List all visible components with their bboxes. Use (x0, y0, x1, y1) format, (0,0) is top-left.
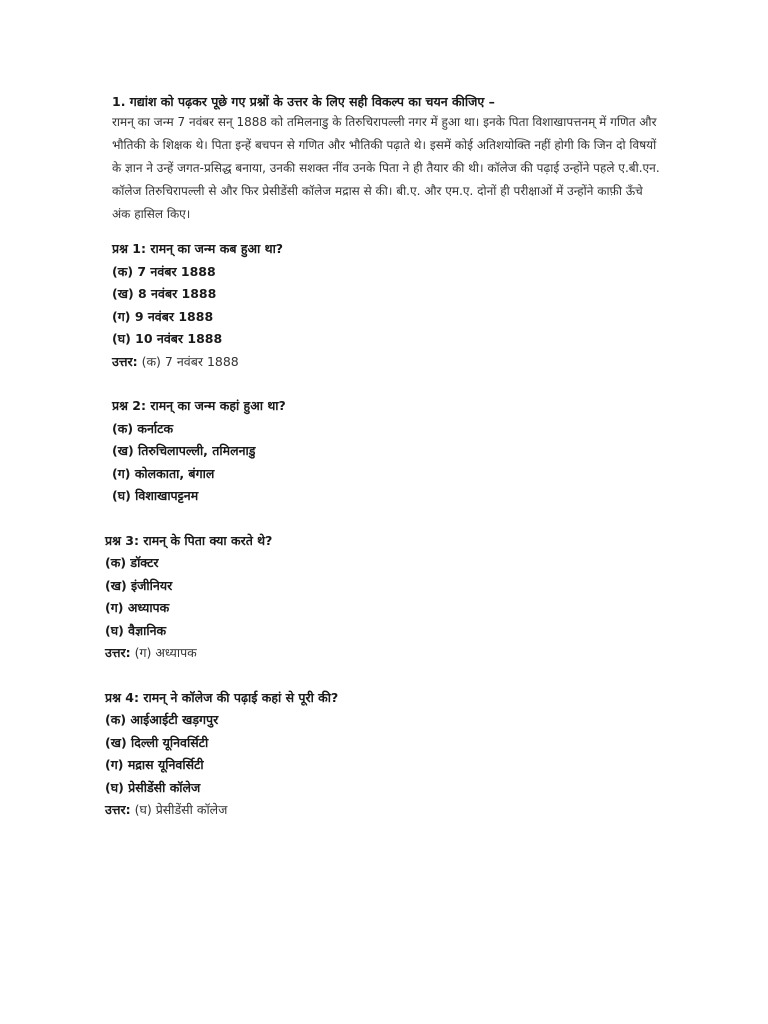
option: (क) 7 नवंबर 1888 (112, 263, 216, 279)
document-content (105, 93, 672, 822)
passage-line: रामन् का जन्म 7 नवंबर सन् 1888 को तमिलनाडु के तिरुचिरापल्ली नगर में हुआ था। इनके पिता विशाखापत्तनम् में गणित और (112, 115, 657, 129)
question-text: प्रश्न 4: रामन् ने कॉलेज की पढ़ाई कहां से पूरी की? (105, 689, 339, 705)
exercise-title: 1. गद्यांश को पढ़कर पूछे गए प्रश्नों के उत्तर के लिए सही विकल्प का चयन कीजिए – (112, 94, 495, 109)
question-2 (112, 395, 672, 508)
option: (क) कर्नाटक (112, 420, 174, 436)
question-4 (105, 687, 672, 822)
question-text: प्रश्न 2: रामन् का जन्म कहां हुआ था? (112, 398, 286, 413)
passage (112, 111, 672, 226)
option: (ख) इंजीनियर (105, 577, 173, 593)
option: (ग) 9 नवंबर 1888 (112, 308, 214, 324)
answer-label: उत्तर: (105, 802, 131, 817)
passage-line: कॉलेज तिरुचिरापल्ली से और फिर प्रेसीडेंसी कॉलेज मद्रास से की। बी.ए. और एम.ए. दोनों ही परीक्षाओं में उन्होंने काफ़ी ऊँचे (112, 184, 643, 198)
answer-label: उत्तर: (105, 645, 131, 660)
option: (ग) कोलकाता, बंगाल (112, 465, 215, 481)
option: (घ) 10 नवंबर 1888 (112, 331, 223, 346)
answer-label: उत्तर: (112, 353, 138, 369)
answer (112, 351, 672, 374)
answer (105, 799, 672, 822)
option: (क) आईआईटी खड़गपुर (105, 712, 219, 727)
question-3 (105, 530, 672, 665)
option: (क) डॉक्टर (105, 555, 159, 570)
option: (घ) प्रेसीडेंसी कॉलेज (105, 779, 201, 795)
passage-line: के ज्ञान ने उन्हें जगत-प्रसिद्ध बनाया, उनकी सशक्त नींव उनके पिता ने ही तैयार की थी। कॉलेज की पढ़ाई उन्होंने पहले ए.बी.एन. (112, 161, 660, 175)
option: (ख) 8 नवंबर 1888 (112, 286, 217, 301)
option: (घ) वैज्ञानिक (105, 622, 167, 638)
option: (घ) विशाखापट्टनम (112, 488, 199, 503)
passage-line: अंक हासिल किए। (112, 207, 191, 221)
answer (105, 642, 672, 665)
question-1 (112, 238, 672, 373)
option: (ख) दिल्ली यूनिवर्सिटी (105, 734, 209, 750)
option: (ख) तिरुचिलापल्ली, तमिलनाडु (112, 443, 256, 458)
answer-value: (घ) प्रेसीडेंसी कॉलेज (130, 802, 228, 817)
option: (ग) अध्यापक (105, 600, 170, 615)
answer-value: (ग) अध्यापक (130, 645, 197, 660)
passage-line: भौतिकी के शिक्षक थे। पिता इन्हें बचपन से गणित और भौतिकी पढ़ाते थे। इसमें कोई अतिशयोक्ति नहीं होगी कि जिन दो विषयों (112, 138, 657, 152)
answer-value: (क) 7 नवंबर 1888 (137, 353, 239, 369)
question-text: प्रश्न 1: रामन् का जन्म कब हुआ था? (112, 241, 284, 256)
option: (ग) मद्रास यूनिवर्सिटी (105, 757, 204, 772)
question-text: प्रश्न 3: रामन् के पिता क्या करते थे? (105, 532, 273, 548)
